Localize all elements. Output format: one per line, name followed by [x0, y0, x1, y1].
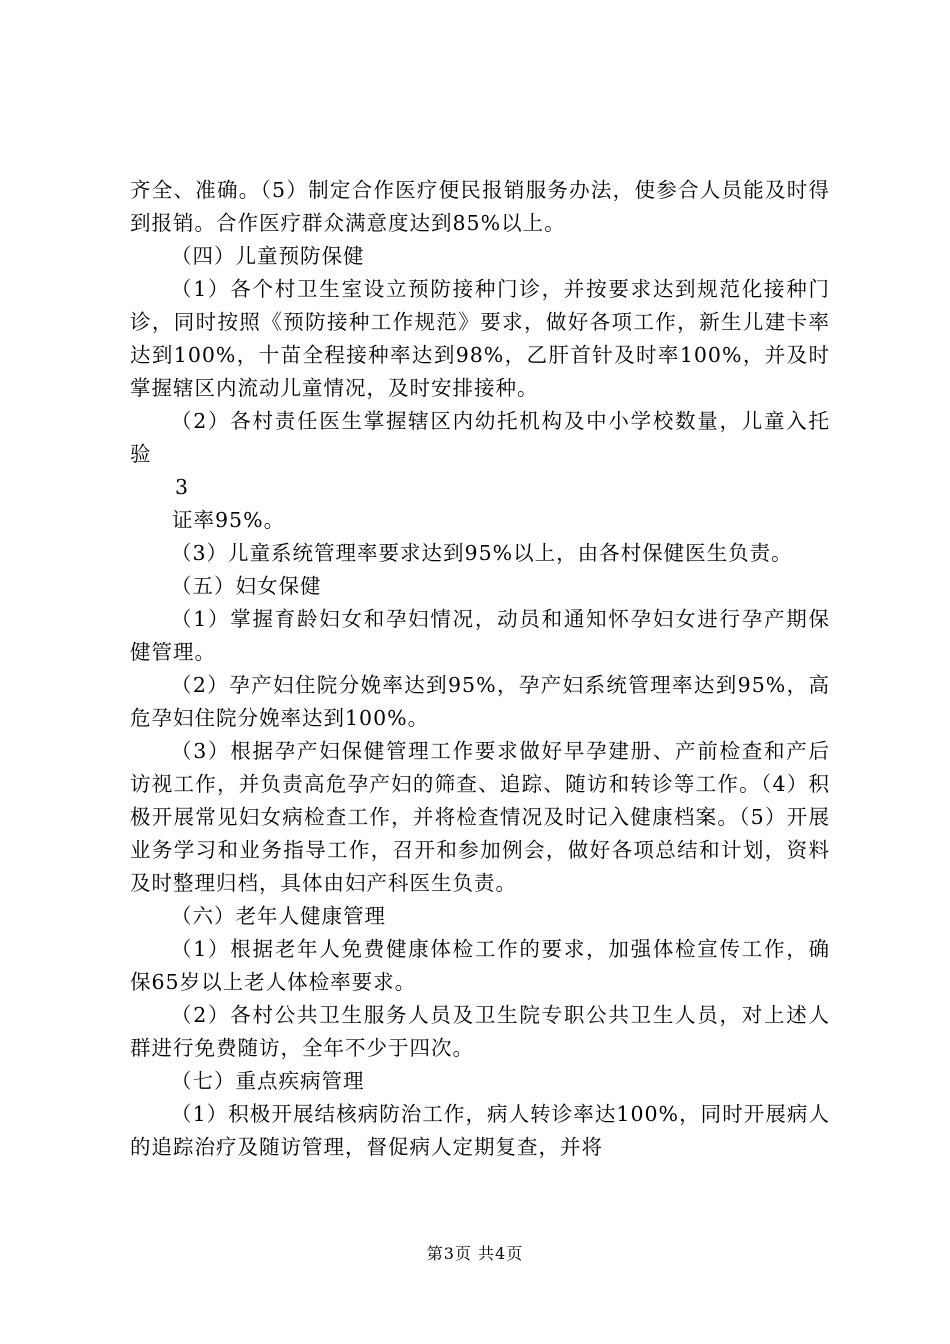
page-footer: 第3页 共4页 — [426, 1244, 524, 1263]
document-body — [130, 174, 830, 1164]
section-heading-child-prevention: （四）儿童预防保健 — [171, 244, 365, 268]
paragraph: （3）根据孕产妇保健管理工作要求做好早孕建册、产前检查和产后访视工作，并负责高危孕产妇的筛查、追踪、随访和转诊等工作。（4）积极开展常见妇女病检查工作，并将检查情况及时记入健康档案。（5）开展业务学习和业务指导工作，召开和参加例会，做好各项总结和计划，资料及时整理归档，具体由妇产科医生负责。 — [130, 739, 830, 895]
paragraph: （2）各村公共卫生服务人员及卫生院专职公共卫生人员，对上述人群进行免费随访，全年不少于四次。 — [130, 1003, 830, 1060]
section-heading-elderly-health: （六）老年人健康管理 — [171, 904, 386, 928]
paragraph: （2）各村责任医生掌握辖区内幼托机构及中小学校数量，儿童入托验 — [130, 409, 830, 466]
section-heading-key-disease: （七）重点疾病管理 — [171, 1069, 365, 1093]
paragraph: （1）各个村卫生室设立预防接种门诊，并按要求达到规范化接种门诊，同时按照《预防接种工作规范》要求，做好各项工作，新生儿建卡率达到100%，十苗全程接种率达到98%，乙肝首针及时率100%，并及时掌握辖区内流动儿童情况，及时安排接种。 — [130, 277, 830, 400]
paragraph: （1）根据老年人免费健康体检工作的要求，加强体检宣传工作，确保65岁以上老人体检率要求。 — [130, 937, 830, 994]
paragraph: （3）儿童系统管理率要求达到95%以上，由各村保健医生负责。 — [171, 541, 793, 565]
section-heading-women-health: （五）妇女保健 — [171, 574, 322, 598]
paragraph: （2）孕产妇住院分娩率达到95%，孕产妇系统管理率达到95%，高危孕妇住院分娩率达到100%。 — [130, 673, 830, 730]
paragraph: （1）掌握育龄妇女和孕妇情况，动员和通知怀孕妇女进行孕产期保健管理。 — [130, 607, 830, 664]
paragraph: （1）积极开展结核病防治工作，病人转诊率达100%，同时开展病人的追踪治疗及随访管理，督促病人定期复查，并将 — [130, 1102, 830, 1159]
paragraph-continuation: 证率95%。 — [172, 508, 286, 532]
inline-page-number: 3 — [175, 475, 189, 499]
paragraph-continuation: 齐全、准确。（5）制定合作医疗便民报销服务办法，使参合人员能及时得到报销。合作医疗群众满意度达到85%以上。 — [130, 178, 830, 235]
